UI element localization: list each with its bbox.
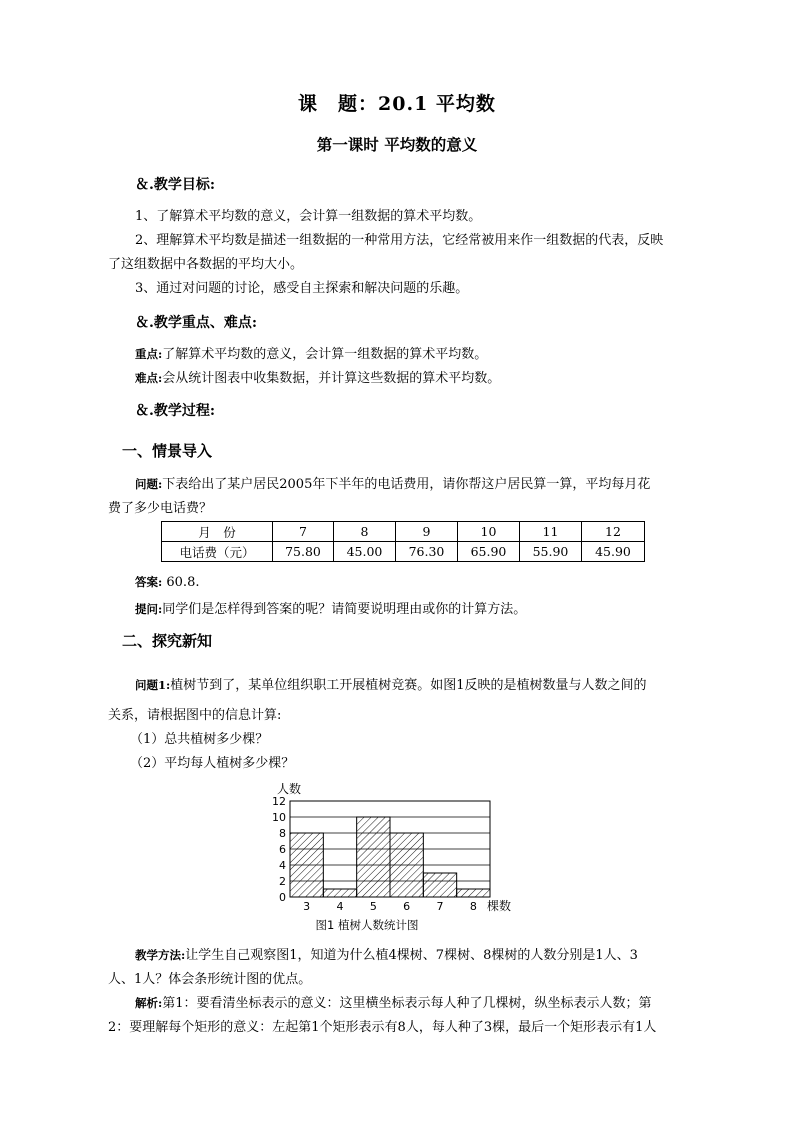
chart-bar bbox=[357, 817, 390, 897]
analysis-text-1: 第1：要看清坐标表示的意义：这里横坐标表示每人种了几棵树，纵坐标表示人数；第 bbox=[162, 996, 652, 1011]
chart-y-tick-label: 2 bbox=[279, 875, 286, 888]
month-cell: 10 bbox=[458, 522, 520, 542]
fee-cell: 76.30 bbox=[396, 542, 458, 562]
analysis-label: 解析: bbox=[135, 996, 163, 1010]
fee-header: 电话费（元） bbox=[162, 542, 273, 562]
chart-bar bbox=[323, 889, 356, 897]
fee-cell: 45.00 bbox=[334, 542, 396, 562]
q1-label: 问题1: bbox=[135, 678, 171, 692]
process-heading: ＆.教学过程: bbox=[135, 403, 216, 419]
month-cell: 7 bbox=[273, 522, 334, 542]
chart-x-tick-label: 4 bbox=[336, 900, 344, 913]
fee-cell: 55.90 bbox=[520, 542, 582, 562]
chart-y-tick-label: 0 bbox=[279, 891, 286, 904]
focus-line bbox=[135, 343, 487, 362]
chart-x-tick-label: 5 bbox=[369, 900, 377, 913]
fee-cell: 75.80 bbox=[273, 542, 334, 562]
section2-heading: 二、探究新知 bbox=[122, 632, 213, 650]
q1-sub1: （1）总共植树多少棵？ bbox=[130, 732, 269, 747]
month-cell: 8 bbox=[334, 522, 396, 542]
answer-text: 60.8. bbox=[166, 575, 200, 590]
focus-text: 了解算术平均数的意义，会计算一组数据的算术平均数。 bbox=[162, 347, 488, 362]
chart-bar bbox=[390, 833, 423, 897]
goal-item-3: 3、通过对问题的讨论，感受自主探索和解决问题的乐趣。 bbox=[135, 281, 469, 296]
ask-line bbox=[135, 598, 526, 617]
chart-bars bbox=[290, 817, 490, 897]
chart-y-tick-label: 6 bbox=[279, 843, 286, 856]
chart-bar bbox=[290, 833, 323, 897]
difficulty-text: 会从统计图表中收集数据，并计算这些数据的算术平均数。 bbox=[162, 371, 501, 386]
question-text-1: 下表给出了某户居民2005年下半年的电话费用，请你帮这户居民算一算，平均每月花 bbox=[162, 477, 651, 492]
chart-x-tick-labels bbox=[303, 900, 477, 913]
phone-fee-table bbox=[161, 521, 645, 562]
answer-label: 答案: bbox=[135, 575, 163, 589]
chart-bar bbox=[423, 873, 456, 897]
answer-line bbox=[135, 574, 199, 590]
analysis-line1 bbox=[135, 992, 652, 1011]
fee-cell: 65.90 bbox=[458, 542, 520, 562]
chart-gridlines bbox=[290, 817, 490, 881]
method-line2: 人、1人？体会条形统计图的优点。 bbox=[108, 972, 312, 987]
chart-y-tick-label: 8 bbox=[279, 827, 286, 840]
table-row bbox=[162, 542, 645, 562]
table-row bbox=[162, 522, 645, 542]
goal-item-2: 2、理解算术平均数是描述一组数据的一种常用方法，它经常被用来作一组数据的代表，反映 bbox=[135, 233, 664, 248]
method-label: 教学方法: bbox=[135, 948, 186, 962]
goal-item-2-cont: 了这组数据中各数据的平均大小。 bbox=[108, 257, 304, 272]
method-line1 bbox=[135, 944, 638, 963]
difficulty-label: 难点: bbox=[135, 371, 163, 385]
lesson-title: 课 题：20.1 平均数 bbox=[298, 93, 496, 115]
chart-x-tick-label: 7 bbox=[436, 900, 444, 913]
chart-y-tick-label: 10 bbox=[272, 811, 286, 824]
chart-title: 图1 植树人数统计图 bbox=[315, 918, 419, 932]
question-label: 问题: bbox=[135, 477, 163, 491]
chart-axes bbox=[290, 801, 490, 897]
chart-x-tick-label: 6 bbox=[403, 900, 411, 913]
q1-text-1: 植树节到了，某单位组织职工开展植树竞赛。如图1反映的是植树数量与人数之间的 bbox=[170, 678, 647, 693]
lesson-subtitle: 第一课时 平均数的意义 bbox=[316, 135, 478, 154]
focus-label: 重点: bbox=[135, 347, 163, 361]
ask-label: 提问: bbox=[135, 602, 163, 616]
chart-y-label: 人数 bbox=[277, 782, 302, 796]
difficulty-line bbox=[135, 367, 500, 386]
method-text-1: 让学生自己观察图1，知道为什么植4棵树、7棵树、8棵树的人数分别是1人、3 bbox=[185, 948, 638, 963]
month-cell: 12 bbox=[582, 522, 645, 542]
month-cell: 11 bbox=[520, 522, 582, 542]
chart-bar bbox=[457, 889, 490, 897]
ask-text: 同学们是怎样得到答案的呢？请简要说明理由或你的计算方法。 bbox=[162, 602, 527, 617]
q1-sub2: （2）平均每人植树多少棵？ bbox=[130, 756, 295, 771]
section1-question-line1 bbox=[135, 473, 650, 492]
chart-y-tick-label: 4 bbox=[279, 859, 286, 872]
q1-line1 bbox=[135, 674, 647, 693]
chart-y-tick-labels bbox=[272, 795, 286, 904]
goal-item-1: 1、了解算术平均数的意义，会计算一组数据的算术平均数。 bbox=[135, 209, 482, 224]
chart-x-tick-label: 8 bbox=[469, 900, 477, 913]
month-cell: 9 bbox=[396, 522, 458, 542]
month-header: 月 份 bbox=[162, 522, 273, 542]
fee-cell: 45.90 bbox=[582, 542, 645, 562]
analysis-line2: 2：要理解每个矩形的意义：左起第1个矩形表示有8人，每人种了3棵，最后一个矩形表示有1人 bbox=[108, 1020, 657, 1035]
chart-x-tick-label: 3 bbox=[303, 900, 311, 913]
section1-question-line2: 费了多少电话费？ bbox=[108, 501, 213, 516]
goals-heading: ＆.教学目标: bbox=[135, 177, 216, 193]
q1-line2: 关系，请根据图中的信息计算: bbox=[108, 708, 282, 723]
keypoints-heading: ＆.教学重点、难点: bbox=[135, 315, 258, 331]
section1-heading: 一、情景导入 bbox=[122, 442, 213, 460]
chart-frame bbox=[290, 801, 490, 897]
chart-x-label: 棵数 bbox=[487, 899, 512, 913]
chart-y-tick-label: 12 bbox=[272, 795, 286, 808]
